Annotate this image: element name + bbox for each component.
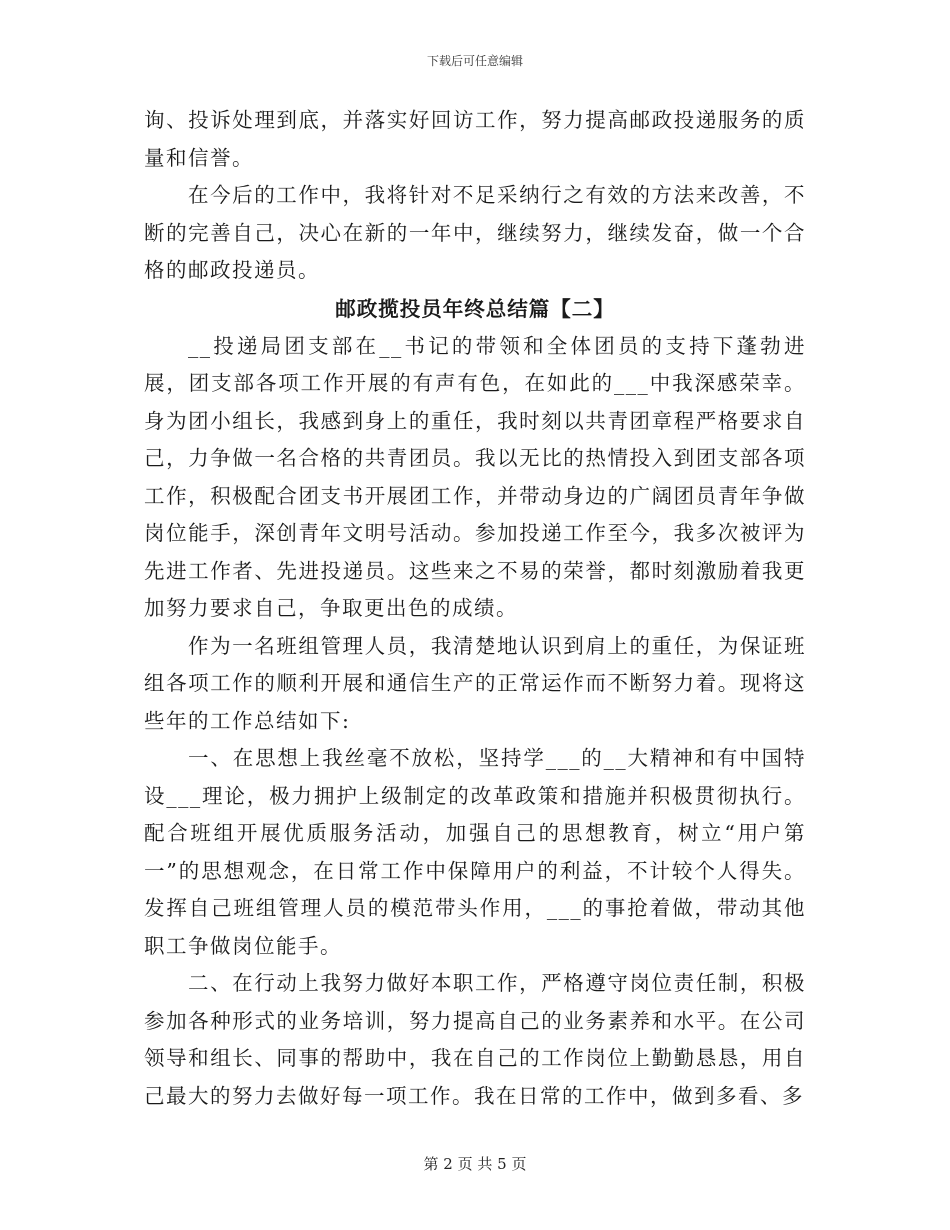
paragraph-summary-lead: 作为一名班组管理人员，我清楚地认识到肩上的重任，为保证班组各项工作的顺利开展和通信生产的正常运作而不断努力着。现将这些年的工作总结如下: [144, 633, 806, 733]
page-header: 下载后可任意编辑 [426, 54, 523, 68]
paragraph-intro: __投递局团支部在__书记的带领和全体团员的支持下蓬勃进展，团支部各项工作开展的有声有色，在如此的___中我深感荣幸。身为团小组长，我感到身上的重任，我时刻以共青团章程严格要求自己，力争做一名合格的共青团员。我以无比的热情投入到团支部各项工作，积极配合团支书开展团工作，并带动身边的广阔团员青年争做岗位能手，深创青年文明号活动。参加投递工作至今，我多次被评为先进工作者、先进投递员。这些来之不易的荣誉，都时刻激励着我更加努力要求自己，争取更出色的成绩。 [144, 333, 806, 620]
document-body [144, 102, 806, 1115]
page-footer: 第 2 页 共 5 页 [423, 1155, 527, 1173]
paragraph-point-two: 二、在行动上我努力做好本职工作，严格遵守岗位责任制，积极参加各种形式的业务培训，努力提高自己的业务素养和水平。在公司领导和组长、同事的帮助中，我在自己的工作岗位上勤勤恳恳，用自己最大的努力去做好每一项工作。我在日常的工作中，做到多看、多 [144, 971, 806, 1108]
paragraph-closing: 在今后的工作中，我将针对不足采纳行之有效的方法来改善，不断的完善自己，决心在新的一年中，继续努力，继续发奋，做一个合格的邮政投递员。 [144, 183, 806, 282]
paragraph-continuation: 询、投诉处理到底，并落实好回访工作，努力提高邮政投递服务的质量和信誉。 [144, 108, 806, 170]
paragraph-point-one: 一、在思想上我丝毫不放松，坚持学___的__大精神和有中国特设___理论，极力拥护上级制定的改革政策和措施并积极贯彻执行。配合班组开展优质服务活动，加强自己的思想教育，树立“用户第一”的思想观念，在日常工作中保障用户的利益，不计较个人得失。发挥自己班组管理人员的模范带头作用，___的事抢着做，带动其他职工争做岗位能手。 [144, 746, 806, 958]
section-title: 邮政揽投员年终总结篇【二】 [335, 296, 615, 321]
